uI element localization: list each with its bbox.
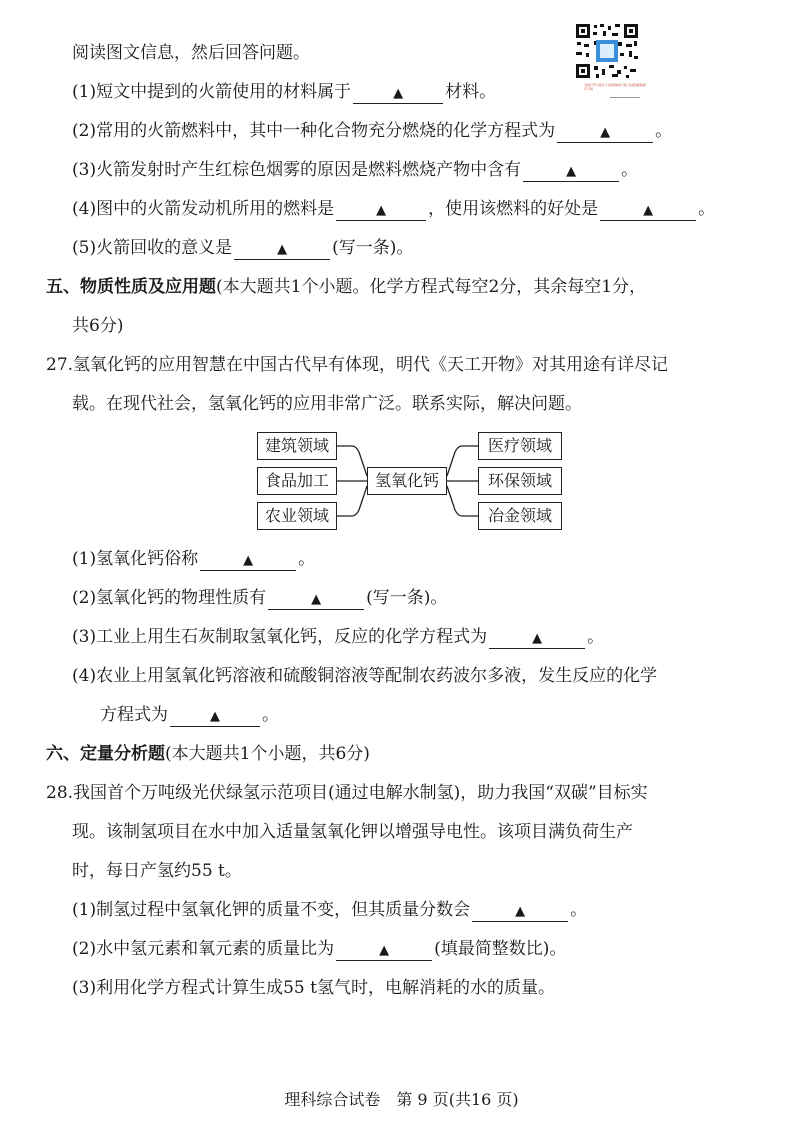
qr-code-icon[interactable] bbox=[574, 22, 640, 80]
diagram-node-center: 氢氧化钙 bbox=[367, 467, 447, 495]
answer-blank[interactable]: ▲ bbox=[336, 940, 432, 961]
answer-blank[interactable]: ▲ bbox=[472, 901, 568, 922]
section5-heading: 五、物质性质及应用题(本大题共1个小题。化学方程式每空2分，其余每空1分， bbox=[46, 277, 647, 297]
q27-part3: (3)工业上用生石灰制取氢氧化钙，反应的化学方程式为 ▲ 。 bbox=[72, 627, 605, 647]
q28-part1: (1)制氢过程中氢氧化钾的质量不变，但其质量分数会 ▲ 。 bbox=[72, 900, 588, 920]
diagram-node-metallurgy: 冶金领域 bbox=[478, 502, 562, 530]
q28-stem-line2: 现。该制氢项目在水中加入适量氢氧化钾以增强导电性。该项目满负荷生产 bbox=[72, 822, 633, 842]
answer-blank[interactable]: ▲ bbox=[268, 589, 364, 610]
answer-blank[interactable]: ▲ bbox=[234, 239, 330, 260]
answer-blank[interactable]: ▲ bbox=[489, 628, 585, 649]
answer-blank[interactable]: ▲ bbox=[600, 200, 696, 221]
qr-divider bbox=[610, 97, 640, 98]
q28-stem-line1: 28.我国首个万吨级光伏绿氢示范项目(通过电解水制氢)，助力我国“双碳”目标实 bbox=[46, 783, 648, 803]
q27-stem-line2: 载。在现代社会，氢氧化钙的应用非常广泛。联系实际，解决问题。 bbox=[72, 394, 582, 414]
answer-blank[interactable]: ▲ bbox=[336, 200, 426, 221]
answer-blank[interactable]: ▲ bbox=[523, 161, 619, 182]
diagram-node-medical: 医疗领域 bbox=[478, 432, 562, 460]
qr-caption: 点我打开小程序 扫码领取电子版 发送到邮箱即可下载 bbox=[584, 83, 646, 91]
answer-blank[interactable]: ▲ bbox=[170, 706, 260, 727]
page-footer: 理科综合试卷 第 9 页(共16 页) bbox=[284, 1090, 519, 1109]
answer-blank[interactable]: ▲ bbox=[200, 550, 296, 571]
section6-heading: 六、定量分析题(本大题共1个小题，共6分) bbox=[46, 744, 370, 764]
q27-part1: (1)氢氧化钙俗称 ▲ 。 bbox=[72, 549, 316, 569]
q27-part2: (2)氢氧化钙的物理性质有 ▲ (写一条)。 bbox=[72, 588, 448, 608]
answer-blank[interactable]: ▲ bbox=[557, 122, 653, 143]
q28-part2: (2)水中氢元素和氧元素的质量比为 ▲ (填最简整数比)。 bbox=[72, 939, 567, 959]
q26-part2: (2)常用的火箭燃料中，其中一种化合物充分燃烧的化学方程式为 ▲ 。 bbox=[72, 121, 673, 141]
q27-part4: (4)农业上用氢氧化钙溶液和硫酸铜溶液等配制农药波尔多液，发生反应的化学 bbox=[72, 666, 658, 686]
section5-note-cont: 共6分) bbox=[72, 316, 124, 336]
intro-text: 阅读图文信息，然后回答问题。 bbox=[72, 43, 310, 63]
q26-part3: (3)火箭发射时产生红棕色烟雾的原因是燃料燃烧产物中含有 ▲ 。 bbox=[72, 160, 639, 180]
q28-stem-line3: 时，每日产氢约55 t。 bbox=[72, 861, 242, 881]
q26-part4: (4)图中的火箭发动机所用的燃料是 ▲ ，使用该燃料的好处是 ▲ 。 bbox=[72, 199, 716, 219]
diagram-node-building: 建筑领域 bbox=[257, 432, 337, 460]
q28-part3: (3)利用化学方程式计算生成55 t氢气时，电解消耗的水的质量。 bbox=[72, 978, 555, 998]
q26-part5: (5)火箭回收的意义是 ▲ (写一条)。 bbox=[72, 238, 414, 258]
q26-part1: (1)短文中提到的火箭使用的材料属于 ▲ 材料。 bbox=[72, 82, 497, 102]
diagram-node-agriculture: 农业领域 bbox=[257, 502, 337, 530]
q27-stem-line1: 27.氢氧化钙的应用智慧在中国古代早有体现，明代《天工开物》对其用途有详尽记 bbox=[46, 355, 669, 375]
answer-blank[interactable]: ▲ bbox=[353, 83, 443, 104]
q27-part4-cont: 方程式为 ▲ 。 bbox=[100, 705, 279, 725]
diagram-node-food: 食品加工 bbox=[257, 467, 337, 495]
diagram-node-environment: 环保领域 bbox=[478, 467, 562, 495]
